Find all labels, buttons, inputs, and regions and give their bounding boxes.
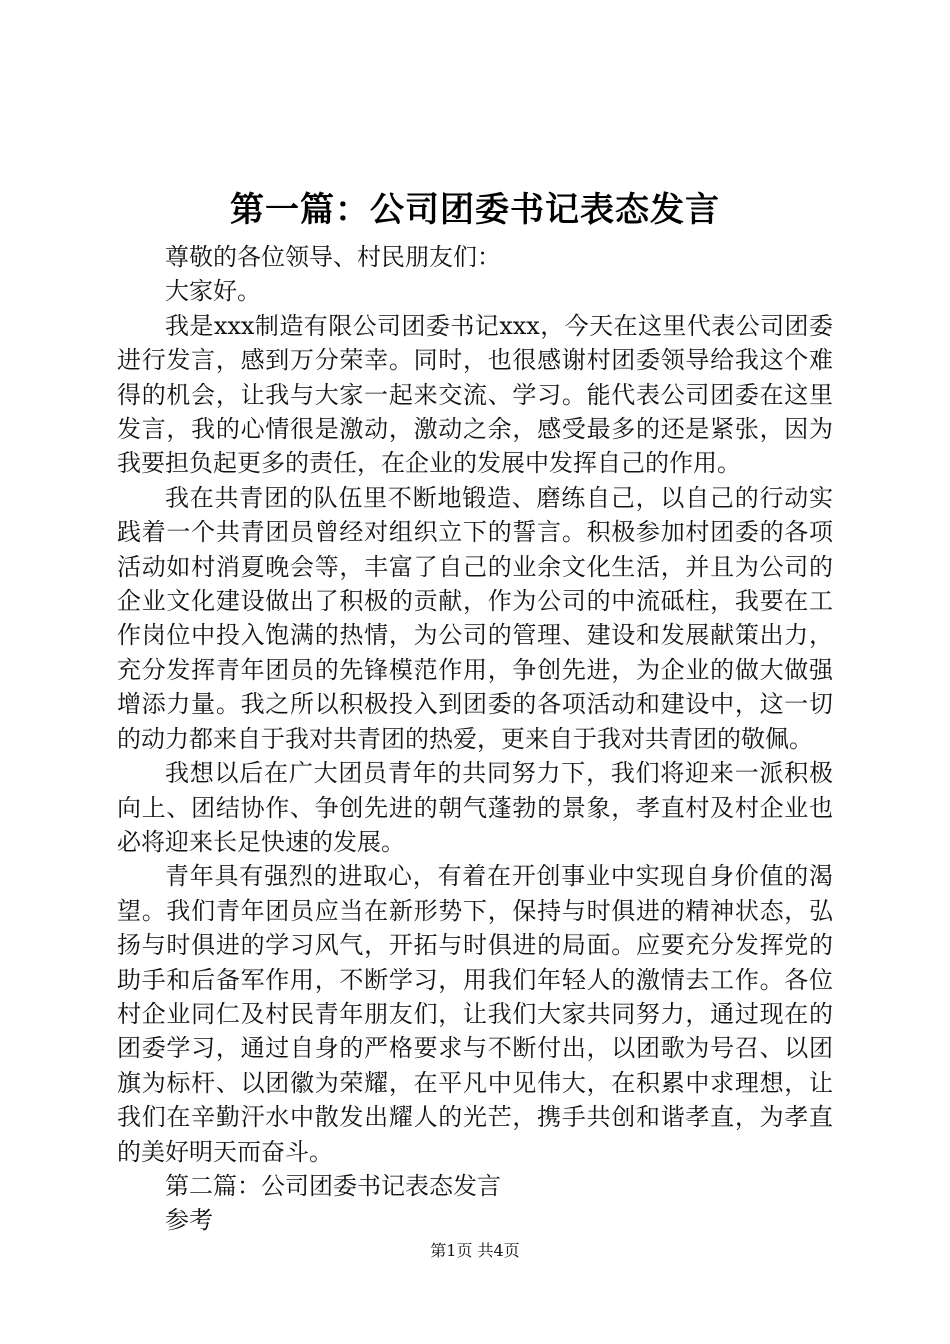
salutation-paragraph: 尊敬的各位领导、村民朋友们： [165, 243, 501, 271]
body-paragraph: 青年具有强烈的进取心，有着在开创事业中实现自身价值的渴望。我们青年团员应当在新形势下，保持与时俱进的精神状态，弘扬与时俱进的学习风气，开拓与时俱进的局面。应要充分发挥党的助手和后备军作用，不断学习，用我们年轻人的激情去工作。各位村企业同仁及村民青年朋友们，让我们大家共同努力，通过现在的团委学习，通过自身的严格要求与不断付出，以团歌为号召、以团旗为标杆、以团徽为荣耀，在平凡中见伟大，在积累中求理想，让我们在辛勤汗水中散发出耀人的光芒，携手共创和谐孝直，为孝直的美好明天而奋斗。 [117, 862, 833, 1166]
reference-label: 参考 [165, 1206, 213, 1235]
document-body [117, 240, 833, 1238]
greeting-paragraph: 大家好。 [165, 277, 261, 306]
body-paragraph: 我在共青团的队伍里不断地锻造、磨练自己，以自己的行动实践着一个共青团员曾经对组织立下的誓言。积极参加村团委的各项活动如村消夏晚会等，丰富了自己的业余文化生活，并且为公司的企业文化建设做出了积极的贡献，作为公司的中流砥柱，我要在工作岗位中投入饱满的热情，为公司的管理、建设和发展献策出力，充分发挥青年团员的先锋模范作用，争创先进，为企业的做大做强增添力量。我之所以积极投入到团委的各项活动和建设中，这一切的动力都来自于我对共青团的热爱，更来自于我对共青团的敬佩。 [117, 483, 833, 753]
next-section-heading: 第二篇：公司团委书记表态发言 [165, 1171, 501, 1200]
body-paragraph: 我是xxx制造有限公司团委书记xxx，今天在这里代表公司团委进行发言，感到万分荣幸。同时，也很感谢村团委领导给我这个难得的机会，让我与大家一起来交流、学习。能代表公司团委在这里发言，我的心情很是激动，激动之余，感受最多的还是紧张，因为我要担负起更多的责任，在企业的发展中发挥自己的作用。 [117, 311, 833, 478]
page-number-footer: 第1页 共4页 [430, 1241, 520, 1260]
body-paragraph: 我想以后在广大团员青年的共同努力下，我们将迎来一派积极向上、团结协作、争创先进的朝气蓬勃的景象，孝直村及村企业也必将迎来长足快速的发展。 [117, 759, 833, 856]
document-title: 第一篇：公司团委书记表态发言 [230, 190, 720, 230]
